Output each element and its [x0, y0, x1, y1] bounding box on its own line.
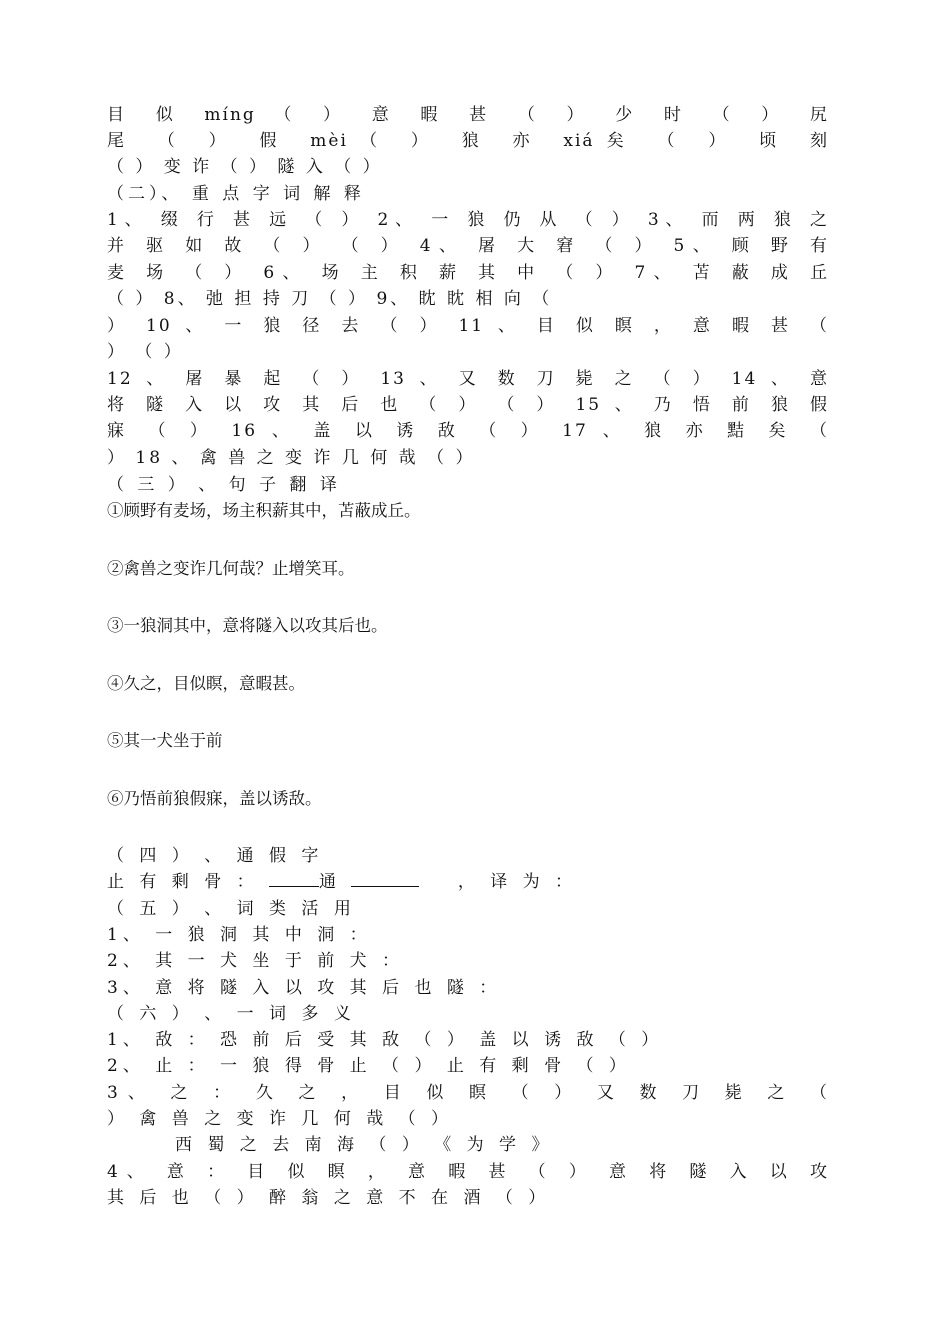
section5-line-1: 1、 一 狼 洞 其 中 洞 ：	[107, 925, 372, 945]
sentence-3: ③一狼洞其中，意将隧入以攻其后也。	[107, 616, 388, 635]
pinyin-line-2: 尾 （ ） 假 mèi（ ） 狼 亦 xiá矣 （ ） 顷 刻	[107, 131, 829, 151]
sentence-1: ①顾野有麦场，场主积薪其中，苫蔽成丘。	[107, 501, 421, 520]
section6-line-5: 西 蜀 之 去 南 海 （ ） 《 为 学 》	[175, 1135, 554, 1155]
section6-line-3: 3、 之 ： 久 之 ， 目 似 瞑 （ ） 又 数 刀 毙 之 （	[107, 1083, 829, 1103]
sentence-5: ⑤其一犬坐于前	[107, 731, 223, 750]
section6-line-4: ） 禽 兽 之 变 诈 几 何 哉 （ ）	[107, 1109, 454, 1129]
tongjia-blank-2[interactable]	[351, 870, 419, 887]
section2-line-6: ） （ ）	[107, 342, 184, 362]
section2-line-4: （ ） 8、 弛 担 持 刀 （ ） 9、 眈 眈 相 向 （	[107, 289, 553, 309]
section2-line-1: 1、 缀 行 甚 远 （ ） 2、 一 狼 仍 从 （ ） 3、 而 两 狼 之	[107, 210, 829, 230]
section3-heading: （ 三 ） 、 句 子 翻 译	[107, 475, 341, 495]
section6-line-2: 2、 止 ： 一 狼 得 骨 止 （ ） 止 有 剩 骨 （ ）	[107, 1056, 631, 1076]
tongjia-tong: 通	[319, 872, 342, 892]
section2-heading: （二）、 重 点 字 词 解 释	[107, 184, 365, 204]
section5-line-2: 2、 其 一 犬 坐 于 前 犬 ：	[107, 951, 405, 971]
tongjia-blank-1[interactable]	[269, 870, 319, 887]
section2-line-9: 寐 （ ） 16 、 盖 以 诱 敌 （ ） 17 、 狼 亦 黠 矣 （	[107, 421, 829, 441]
pinyin-line-3: （ ） 变 诈 （ ） 隧 入 （ ）	[107, 157, 383, 177]
tongjia-line	[107, 869, 829, 895]
section5-line-3: 3、 意 将 隧 入 以 攻 其 后 也 隧 ：	[107, 978, 502, 998]
section4-heading: （ 四 ） 、 通 假 字	[107, 846, 324, 866]
sentence-6: ⑥乃悟前狼假寐，盖以诱敌。	[107, 789, 322, 808]
section2-line-10: ） 18 、 禽 兽 之 变 诈 几 何 哉 （ ）	[107, 448, 476, 468]
section2-line-3: 麦 场 （ ） 6、 场 主 积 薪 其 中 （ ） 7、 苫 蔽 成 丘	[107, 263, 829, 283]
section6-heading: （ 六 ） 、 一 词 多 义	[107, 1004, 356, 1024]
section2-line-2: 并 驱 如 故 （ ） （ ） 4、 屠 大 窘 （ ） 5、 顾 野 有	[107, 236, 829, 256]
section6-line-6: 4、 意 ： 目 似 瞑 ， 意 暇 甚 （ ） 意 将 隧 入 以 攻	[107, 1162, 829, 1182]
tongjia-yiwei: ， 译 为 ：	[457, 872, 578, 892]
section5-heading: （ 五 ） 、 词 类 活 用	[107, 899, 356, 919]
section2-line-8: 将 隧 入 以 攻 其 后 也 （ ） （ ） 15 、 乃 悟 前 狼 假	[107, 395, 829, 415]
section6-line-1: 1、 敌 ： 恐 前 后 受 其 敌 （ ） 盖 以 诱 敌 （ ）	[107, 1030, 664, 1050]
sentence-2: ②禽兽之变诈几何哉？止增笑耳。	[107, 559, 355, 578]
section2-line-7: 12 、 屠 暴 起 （ ） 13 、 又 数 刀 毙 之 （ ） 14 、 意	[107, 369, 829, 389]
sentence-4: ④久之，目似瞑，意暇甚。	[107, 674, 305, 693]
section6-line-7: 其 后 也 （ ） 醉 翁 之 意 不 在 酒 （ ）	[107, 1188, 551, 1208]
tongjia-prefix: 止 有 剩 骨 ：	[107, 872, 259, 892]
section2-line-5: ） 10 、 一 狼 径 去 （ ） 11 、 目 似 瞑 ， 意 暇 甚 （	[107, 316, 829, 336]
pinyin-line-1: 目 似 míng （ ） 意 暇 甚 （ ） 少 时 （ ） 尻	[107, 105, 829, 125]
